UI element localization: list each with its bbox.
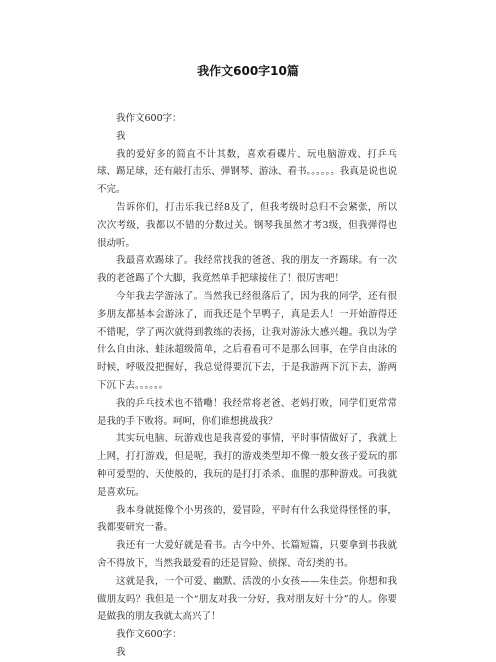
paragraph: 我的爱好多的简直不计其数，喜欢看碟片、玩电脑游戏、打乒乓球、踢足球，还有敲打击乐、弹钢琴、游泳、看书。。。。。。我真是说也说不完。 — [97, 148, 397, 196]
paragraph: 我 — [116, 130, 126, 142]
document-body — [97, 110, 397, 662]
paragraph: 我还有一大爱好就是看书。古今中外、长篇短篇，只要拿到书我就舍不得放下，当然我最爱看的还是冒险、侦探、奇幻类的书。 — [97, 540, 397, 569]
paragraph: 告诉你们，打击乐我已经8及了，但我考级时总归不会紧张，所以次次考级，我都以不错的分数过关。钢琴我虽然才考3级，但我弹得也很动听。 — [97, 201, 397, 249]
paragraph: 我 — [116, 646, 126, 658]
paragraph: 其实玩电脑、玩游戏也是我喜爱的事情，平时事情做好了，我就上上网，打打游戏，但是呢，我打的游戏类型却不像一般女孩子爱玩的那种可爱型的、天使般的，我玩的是打打杀杀、血腥的那种游戏。可我就是喜欢玩。 — [97, 433, 397, 498]
paragraph: 我作文600字： — [116, 113, 182, 124]
document-title: 我作文600字10篇 — [197, 64, 299, 78]
paragraph: 我的乒乓技术也不错嘞！我经常将老爸、老妈打败，同学们更常常是我的手下败将。呵呵，你们谁想挑战我？ — [97, 397, 397, 427]
paragraph: 我本身就挺像个小男孩的，爱冒险，平时有什么我觉得怪怪的事，我都要研究一番。 — [97, 504, 397, 534]
paragraph: 我作文600字： — [116, 629, 182, 641]
paragraph: 我最喜欢踢球了。我经常找我的爸爸、我的朋友一齐踢球。有一次我的老爸踢了个大脚，我竟然单手把球接住了！很厉害吧！ — [97, 255, 397, 285]
paragraph: 今年我去学游泳了。当然我已经很落后了，因为我的同学，还有很多朋友都基本会游泳了，而我还是个旱鸭子，真是丢人！一开始游得还不错呢，学了两次就得到教练的表扬，让我对游泳大感兴趣。我以为学什么自由泳、蛙泳超级简单，之后看看可不是那么回事，在学自由泳的时候，呼吸没把握好，我总觉得要沉下去，于是我游两下沉下去，游两下沉下去。。。。。。 — [97, 290, 397, 391]
paragraph: 这就是我，一个可爱、幽默、活泼的小女孩——朱佳芸。你想和我做朋友吗？我但是一个“朋友对我一分好，我对朋友好十分”的人。你要是做我的朋友我就太高兴了！ — [97, 575, 397, 623]
